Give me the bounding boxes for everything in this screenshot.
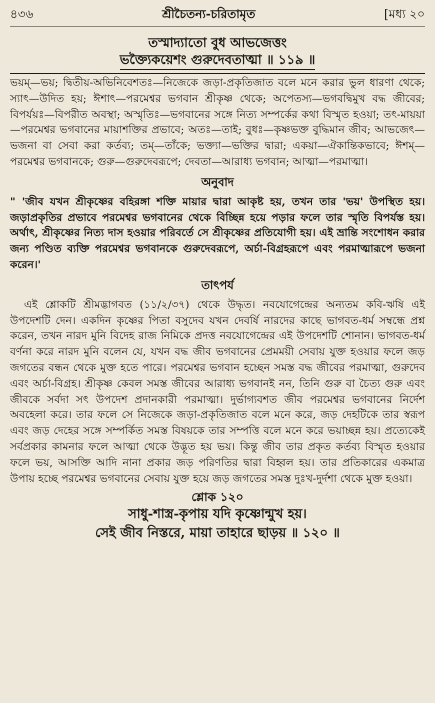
- translation-paragraph: " 'জীব যখন শ্রীকৃষ্ণের বহিরঙ্গা শক্তি মায়ার দ্বারা আকৃষ্ট হয়, তখন তার 'ভয়' উপস্থিত হয়। জড়াপ্রকৃতির প্রভাবে পরমেশ্বর ভগবানের থেকে বিচ্ছিন্ন হয়ে পড়ার ফলে তার স্মৃতি বিপর্যস্ত হয়। অর্থাৎ, শ্রীকৃষ্ণের নিত্য দাস হওয়ার পরিবর্তে সে শ্রীকৃষ্ণের প্রতিযোগী হয়। এই ভ্রান্তি সংশোধন করার জন্য পণ্ডিত ব্যক্তি পরমেশ্বর ভগবানকে গুরুদেবরূপে, অর্চা-বিগ্রহরূপে এবং পরমাত্মারূপে ভজনা করেন।': [10, 195, 425, 271]
- chapter-label: [মধ্য ২০: [384, 7, 425, 21]
- book-title: শ্রীচৈতন্য-চরিতামৃত: [162, 7, 256, 21]
- verse-119: [10, 35, 425, 70]
- verse-divider: [10, 73, 425, 74]
- verse-line-1: তস্মাদ্যাতো বুধ আভজেত্তং: [148, 36, 287, 51]
- page-header: [10, 6, 425, 27]
- verse-120-heading: শ্লোক ১২০: [191, 490, 244, 505]
- verse-line-2: ভক্ত্যৈকয়েশং গুরুদেবতাত্মা ॥ ১১৯ ॥: [119, 53, 316, 68]
- page-number: ৪৩৬: [10, 7, 34, 21]
- purport-body: [10, 298, 425, 488]
- purport-paragraph: এই শ্লোকটি শ্রীমদ্ভাগবত (১১/২/৩৭) থেকে উদ্ধৃত। নবযোগেন্দ্রের অন্যতম কবি-ঋষি এই উপদেশটি দেন। একদিন কৃষ্ণের পিতা বসুদেব যখন দেবর্ষি নারদের কাছে ভাগবত-ধর্ম সম্বন্ধে প্রশ্ন করেন, তখন নারদ মুনি বিদেহ রাজ নিমিকে প্রদত্ত নবযোগেন্দ্রের এই উপদেশটি শোনান। ভাগবত-ধর্ম বর্ণনা করে নারদ মুনি বলেন যে, যখন বদ্ধ জীব ভগবানের প্রেমময়ী সেবায় যুক্ত হওয়ার ফলে জড় জগতের বন্ধন থেকে মুক্ত হতে পারে। পরমেশ্বর ভগবান হচ্ছেন সমস্ত বদ্ধ জীবের পরমাত্মা, গুরুদেব এবং অর্চা-বিগ্রহ। শ্রীকৃষ্ণ কেবল সমস্ত জীবের আরাধ্য ভগবানই নন, তিনি গুরু বা চৈত্য গুরু এবং জীবকে সর্বদা সৎ উপদেশ প্রদানকারী পরমাত্মা। দুর্ভাগ্যবশত জীব পরমেশ্বর ভগবানের নির্দেশ অবহেলা করে। তার ফলে সে নিজেকে জড়া-প্রকৃতিজাত বলে মনে করে, জড় দেহটিকে তার স্বরূপ এবং জড় দেহের সঙ্গে সম্পর্কিত সমস্ত বিষয়কে তার সম্পত্তি বলে মনে করে ভয়াচ্ছন্ন হয়। প্রত্যেকেই সর্বপ্রকার কামনার ফলে আত্মা থেকে উদ্ভূত হয় ভয়। কিন্তু জীব তার প্রকৃত কর্তব্য বিস্মৃত হওয়ার ফলে ভয়, আসক্তি আদি নানা প্রকার জড় পরিণতির দ্বারা বিহ্বল হয়। তার প্রতিকারের একমাত্র উপায় হচ্ছে পরমেশ্বর ভগবানের সেবায় যুক্ত হয়ে জড় জগতের সমস্ত দুঃখ-দুর্দশা থেকে মুক্ত হওয়া।: [10, 298, 425, 485]
- verse-120-line-1: সাধু-শাস্ত্র-কৃপায় যদি কৃষ্ণোন্মুখ হয়।: [128, 507, 307, 523]
- translation-heading: অনুবাদ: [201, 174, 234, 189]
- synonyms-paragraph: ভয়ম্—ভয়; দ্বিতীয়-অভিনিবেশতঃ—নিজেকে জড়া-প্রকৃতিজাত বলে মনে করার ভুল ধারণা থেকে; স্যাৎ—উদিত হয়; ঈশাৎ—পরমেশ্বর ভগবান শ্রীকৃষ্ণ থেকে; অপেতস্য—ভগবদ্বিমুখ বদ্ধ জীবের; বিপর্যয়ঃ—বিপরীত অবস্থা; অস্মৃতিঃ—ভগবানের সঙ্গে নিত্য সম্পর্কের কথা বিস্মৃত হওয়া; তৎ-মায়য়া—পরমেশ্বর ভগবানের মায়াশক্তির প্রভাবে; অতঃ—তাই; বুধঃ—কৃষ্ণভক্ত বুদ্ধিমান জীব; আভজেৎ—ভজনা বা সেবা করা কর্তব্য; তম্—তাঁকে; ভক্ত্যা—ভক্তির দ্বারা; একয়া—ঐকান্তিকভাবে; ঈশম্—পরমেশ্বর ভগবানকে; গুরু—গুরুদেবরূপে; দেবতা—আরাধ্য ভগবান; আত্মা—পরমাত্মা।: [10, 77, 425, 168]
- purport-heading: তাৎপর্য: [201, 277, 234, 292]
- verse-120-line-2: সেই জীব নিস্তরে, মায়া তাহারে ছাড়য় ॥ ১২০ ॥: [95, 526, 340, 542]
